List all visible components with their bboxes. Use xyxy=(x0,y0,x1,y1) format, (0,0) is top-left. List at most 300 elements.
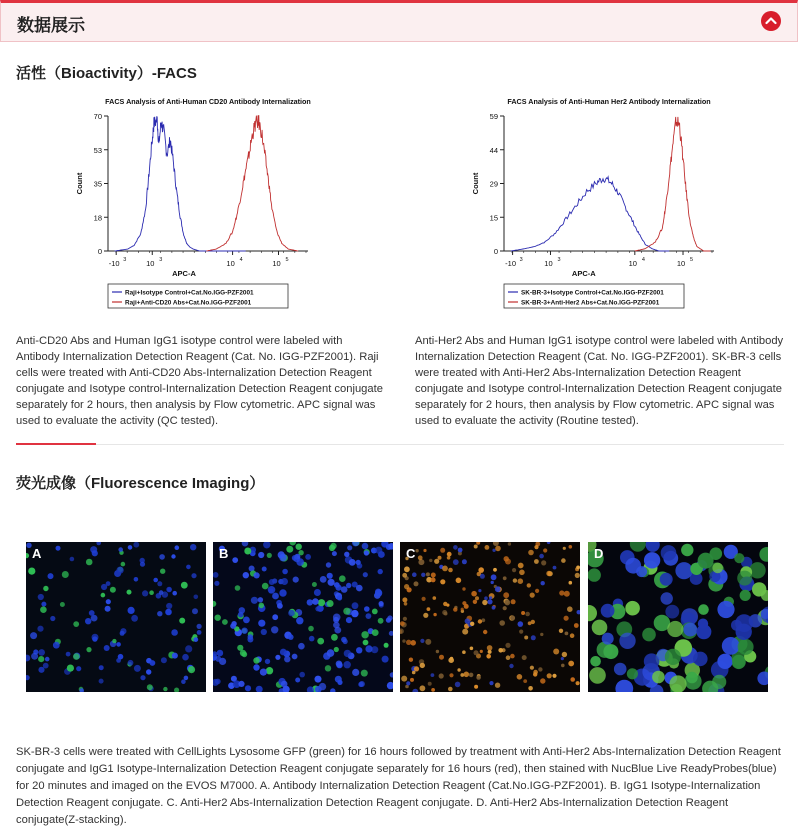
cell xyxy=(312,598,319,605)
x-tick-exponent: 5 xyxy=(285,257,289,263)
cell xyxy=(420,685,426,691)
cell xyxy=(625,601,640,616)
cell xyxy=(575,573,580,578)
cell xyxy=(92,636,97,641)
cell xyxy=(675,562,692,579)
cell xyxy=(440,579,445,584)
cell xyxy=(171,629,178,636)
cell xyxy=(191,573,196,578)
x-axis-label: APC-A xyxy=(571,269,596,278)
cell xyxy=(535,589,539,593)
cell xyxy=(159,554,165,560)
cell xyxy=(259,603,265,609)
cell xyxy=(601,604,615,618)
cell-image-a xyxy=(26,542,206,692)
cell xyxy=(404,566,410,572)
cell xyxy=(453,607,457,611)
cell xyxy=(364,606,370,612)
cell xyxy=(465,618,470,623)
x-tick-base: 10 xyxy=(676,259,686,268)
cell xyxy=(456,578,462,584)
cell xyxy=(346,583,351,588)
cell xyxy=(409,658,413,662)
cell xyxy=(258,552,264,558)
cell xyxy=(375,589,382,596)
cell xyxy=(308,626,314,632)
cell xyxy=(439,673,444,678)
cell xyxy=(31,653,38,660)
cell xyxy=(282,569,288,575)
cell xyxy=(261,629,267,635)
cell xyxy=(528,550,534,556)
cell xyxy=(330,688,335,692)
x-tick-base: -10 xyxy=(505,259,517,268)
cell xyxy=(528,686,533,691)
section-divider-accent xyxy=(16,443,96,445)
fluorescence-image-c xyxy=(400,542,580,692)
x-tick-exponent: 4 xyxy=(239,257,243,263)
cell-image-c xyxy=(400,542,580,692)
y-tick-label: 18 xyxy=(93,213,102,223)
cell xyxy=(382,656,389,663)
cell xyxy=(240,650,246,656)
cell xyxy=(267,553,272,558)
cell xyxy=(344,650,351,657)
cell xyxy=(495,586,501,592)
cell xyxy=(564,616,569,621)
chart-legend xyxy=(108,284,288,308)
cell xyxy=(519,630,523,634)
cell xyxy=(258,597,263,602)
cell xyxy=(698,553,714,569)
cell xyxy=(127,590,132,595)
cell xyxy=(474,685,478,689)
cell xyxy=(347,545,352,550)
cell xyxy=(412,572,417,577)
cell xyxy=(487,645,493,651)
cell xyxy=(661,592,673,604)
cell xyxy=(553,566,557,570)
cell xyxy=(442,610,447,615)
x-tick-label xyxy=(109,257,126,268)
cell xyxy=(157,581,162,586)
cell xyxy=(518,621,524,627)
cell xyxy=(431,688,435,692)
cell xyxy=(569,581,573,585)
cell xyxy=(85,618,91,624)
cell xyxy=(105,606,111,612)
cell xyxy=(38,649,45,656)
cell xyxy=(420,663,425,668)
cell xyxy=(476,542,480,545)
cell xyxy=(431,673,435,677)
x-axis-label: APC-A xyxy=(172,269,196,278)
cell xyxy=(296,558,304,566)
cell xyxy=(491,574,497,580)
cell xyxy=(179,618,185,624)
cell xyxy=(253,664,259,670)
cell xyxy=(292,555,298,561)
cell xyxy=(134,665,141,672)
cell xyxy=(471,591,477,597)
x-tick-base: 10 xyxy=(146,259,155,268)
cell xyxy=(602,633,614,645)
cell xyxy=(110,587,116,593)
cell xyxy=(62,571,69,578)
cell xyxy=(128,607,135,614)
cell xyxy=(159,590,164,595)
cell xyxy=(519,570,525,576)
cell xyxy=(504,600,510,606)
cell xyxy=(652,671,665,684)
cell xyxy=(534,559,539,564)
cell xyxy=(425,639,431,645)
cell xyxy=(589,667,606,684)
cell xyxy=(522,655,527,660)
cell xyxy=(503,606,507,610)
cell xyxy=(149,590,154,595)
cell xyxy=(327,600,334,607)
cell xyxy=(410,640,416,646)
cell xyxy=(161,657,167,663)
cell xyxy=(518,563,524,569)
x-tick-base: -10 xyxy=(108,259,120,268)
cell xyxy=(731,620,742,631)
cell xyxy=(174,688,179,693)
x-tick-exponent: 3 xyxy=(123,257,127,263)
cell-image-d xyxy=(588,542,768,692)
cell xyxy=(698,619,708,629)
cell xyxy=(510,654,515,659)
cell xyxy=(26,543,31,548)
cell xyxy=(420,639,424,643)
x-tick-exponent: 5 xyxy=(690,257,694,263)
cell xyxy=(331,634,338,641)
cell xyxy=(118,547,123,552)
cell xyxy=(153,578,158,583)
cell xyxy=(492,549,495,552)
cell xyxy=(185,645,192,652)
cell xyxy=(447,552,452,557)
cell xyxy=(133,542,139,548)
cell xyxy=(56,546,61,551)
cell xyxy=(117,567,124,574)
cell xyxy=(478,567,484,573)
cell xyxy=(112,639,116,643)
cell xyxy=(372,609,378,615)
cell xyxy=(239,607,246,614)
cell xyxy=(698,604,709,615)
cell xyxy=(559,590,564,595)
cell xyxy=(362,543,369,550)
cell xyxy=(344,552,349,557)
cell xyxy=(442,566,448,572)
cell xyxy=(363,640,369,646)
cell xyxy=(457,668,460,671)
cell xyxy=(448,687,453,692)
cell xyxy=(361,631,368,638)
cell xyxy=(365,645,372,652)
cell xyxy=(378,569,383,574)
cell xyxy=(512,568,516,572)
cell xyxy=(73,621,79,627)
cell xyxy=(296,617,303,624)
cell xyxy=(305,554,311,560)
cell xyxy=(439,655,444,660)
cell xyxy=(251,597,258,604)
cell xyxy=(41,602,46,607)
cell xyxy=(418,555,423,560)
cell xyxy=(281,578,288,585)
cell xyxy=(427,607,431,611)
x-tick-exponent: 3 xyxy=(557,257,561,263)
cell xyxy=(553,649,559,655)
cell xyxy=(462,559,467,564)
y-tick-label: 53 xyxy=(93,145,102,155)
cell xyxy=(387,682,393,689)
cell xyxy=(667,621,683,637)
cell xyxy=(258,620,265,627)
cell xyxy=(412,671,416,675)
cell xyxy=(349,559,356,566)
cell xyxy=(26,655,30,662)
cell xyxy=(60,602,65,607)
cell xyxy=(238,681,244,687)
cell xyxy=(412,689,418,692)
cell xyxy=(245,685,251,691)
y-tick-label: 59 xyxy=(489,112,498,121)
section-title: 数据展示 xyxy=(17,16,85,35)
cell xyxy=(254,572,260,578)
cell xyxy=(448,568,453,573)
cell xyxy=(235,585,241,591)
cell xyxy=(92,550,98,556)
cell xyxy=(86,647,91,652)
cell xyxy=(37,626,43,632)
legend-entry: Raji+Isotype Control+Cat.No.IGG-PZF2001 xyxy=(125,289,254,297)
cell xyxy=(344,661,351,668)
cell xyxy=(343,639,348,644)
cell xyxy=(372,629,379,636)
cell xyxy=(495,546,501,552)
cell xyxy=(561,657,564,660)
cell xyxy=(263,542,270,549)
cell xyxy=(693,652,708,667)
cell xyxy=(343,608,350,615)
cell xyxy=(433,613,436,616)
cell xyxy=(160,569,165,574)
cell xyxy=(265,659,270,664)
cell xyxy=(574,623,579,628)
cell xyxy=(295,678,300,683)
cell xyxy=(121,562,126,567)
cell xyxy=(215,679,221,685)
cell xyxy=(268,588,273,593)
x-tick-label xyxy=(544,257,560,268)
y-tick-label: 0 xyxy=(97,247,102,256)
cell xyxy=(364,550,369,555)
cell xyxy=(243,572,249,578)
x-tick-base: 10 xyxy=(628,259,637,268)
cell xyxy=(509,664,513,668)
cell xyxy=(128,545,133,550)
cell xyxy=(401,676,407,682)
cell xyxy=(286,546,293,553)
cell xyxy=(462,587,465,590)
cell xyxy=(275,655,280,660)
y-axis-label: Count xyxy=(75,172,84,195)
cell xyxy=(588,605,597,621)
cell xyxy=(458,548,463,553)
cell xyxy=(525,612,530,617)
cell xyxy=(433,596,437,600)
cell xyxy=(318,599,325,606)
collapse-button[interactable] xyxy=(761,11,781,31)
cell xyxy=(752,582,766,596)
cell xyxy=(570,633,575,638)
cell xyxy=(106,581,111,586)
cell xyxy=(278,551,285,558)
cell xyxy=(248,634,254,640)
cell xyxy=(101,593,106,598)
cell xyxy=(615,680,633,692)
cell xyxy=(474,650,479,655)
cell xyxy=(140,675,145,680)
cell xyxy=(190,544,196,550)
cell xyxy=(552,674,556,678)
cell xyxy=(269,579,275,585)
cell xyxy=(564,591,570,597)
cell xyxy=(533,670,538,675)
cell xyxy=(518,578,524,584)
chart-title: FACS Analysis of Anti-Human Her2 Antibody Internalization xyxy=(507,97,711,106)
facs-chart-her2 xyxy=(466,92,726,322)
cell xyxy=(215,656,221,662)
cell xyxy=(438,556,442,560)
cell xyxy=(379,601,384,606)
cell xyxy=(213,601,216,607)
cell xyxy=(106,599,111,604)
cell xyxy=(410,678,414,682)
cell xyxy=(484,596,488,600)
x-tick-label xyxy=(272,257,288,268)
cell xyxy=(464,672,470,678)
cell xyxy=(181,679,186,684)
cell xyxy=(476,675,481,680)
cell xyxy=(356,560,361,565)
cell xyxy=(597,642,613,658)
cell xyxy=(569,545,573,549)
y-tick-label: 44 xyxy=(489,145,498,155)
cell xyxy=(429,559,432,562)
y-tick-label: 35 xyxy=(93,179,102,189)
cell xyxy=(511,599,516,604)
cell xyxy=(260,669,267,676)
cell xyxy=(530,666,534,670)
cell xyxy=(614,663,627,676)
cell xyxy=(116,642,121,647)
cell xyxy=(414,666,419,671)
cell xyxy=(559,629,563,633)
cell xyxy=(352,542,359,546)
cell xyxy=(390,672,393,677)
cell xyxy=(483,630,487,634)
cell xyxy=(738,639,754,655)
cell xyxy=(712,675,726,689)
cell xyxy=(627,668,638,679)
cell xyxy=(131,615,138,622)
cell xyxy=(400,628,404,634)
cell xyxy=(70,557,75,562)
chart-legend xyxy=(504,284,684,308)
fluorescence-image-a xyxy=(26,542,206,692)
cell xyxy=(513,578,517,582)
cell xyxy=(426,572,430,576)
cell xyxy=(272,614,278,620)
cell xyxy=(327,573,333,579)
y-axis-label: Count xyxy=(471,172,480,195)
cell xyxy=(215,615,221,621)
x-tick-label xyxy=(226,257,242,268)
cell xyxy=(181,582,188,589)
cell xyxy=(489,596,492,599)
cell xyxy=(351,610,358,617)
cell xyxy=(45,657,50,662)
cell xyxy=(478,619,482,623)
cell xyxy=(428,682,432,686)
cell xyxy=(166,603,172,609)
cell xyxy=(280,649,287,656)
facs-caption-cd20: Anti-CD20 Abs and Human IgG1 isotype control were labeled with Antibody Internalization Detection Reagent (Cat. No. IGG-PZF2001). Raji cells were treated with Anti-CD20 Abs-Internalization Detection Reagent conjugate and Isotype control-Internalization Detection Reagent conjugate separately for 2 hours, then analysis by Flow cytometric. APC signal was used to evaluate the activity (QC tested). xyxy=(16,335,383,427)
cell xyxy=(134,577,139,582)
cell xyxy=(485,545,490,550)
cell xyxy=(89,610,95,616)
cell xyxy=(499,620,505,626)
cell xyxy=(175,545,180,550)
cell xyxy=(462,650,466,654)
cell xyxy=(665,649,681,665)
cell xyxy=(262,567,267,572)
cell xyxy=(539,554,544,559)
x-tick-exponent: 3 xyxy=(519,257,523,263)
cell xyxy=(588,568,601,581)
cell xyxy=(568,661,574,667)
bioactivity-heading: 活性（Bioactivity）-FACS xyxy=(16,65,197,82)
cell xyxy=(157,611,162,616)
cell xyxy=(592,620,608,636)
cell xyxy=(26,553,29,558)
cell xyxy=(686,672,698,684)
cell xyxy=(400,621,405,626)
cell xyxy=(431,577,436,582)
x-tick-exponent: 3 xyxy=(159,257,163,263)
x-tick-label xyxy=(146,257,162,268)
cell xyxy=(665,605,679,619)
cell xyxy=(453,545,458,550)
cell xyxy=(73,653,80,660)
cell xyxy=(293,577,299,583)
cell xyxy=(422,597,426,601)
cell xyxy=(491,581,494,584)
cell xyxy=(547,673,552,678)
series-line-1 xyxy=(206,115,298,251)
cell xyxy=(630,542,646,552)
cell xyxy=(99,679,104,684)
cell xyxy=(299,672,305,678)
cell xyxy=(478,589,481,592)
cell xyxy=(186,565,191,570)
cell xyxy=(434,559,439,564)
